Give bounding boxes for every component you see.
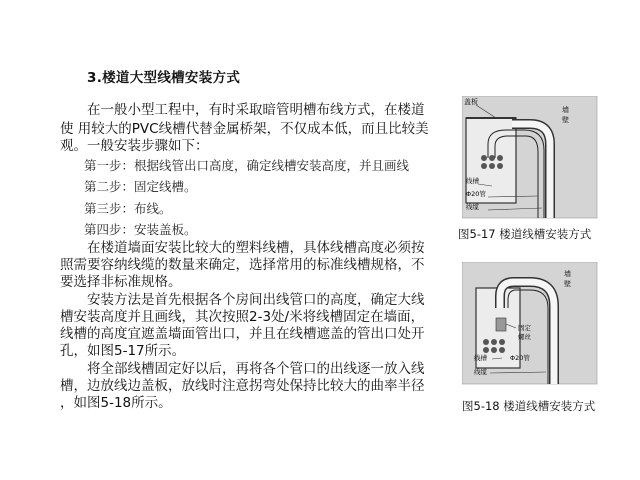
fixing-screw-plate	[496, 318, 506, 331]
label-wall-1: 墙	[564, 270, 571, 278]
figure-5-18-caption: 图5-18 楼道线槽安装方式	[462, 399, 596, 413]
paragraph-3-line-2: 槽安装高度并且画线，其次按照2-3处/米将线槽固定在墙面，	[60, 309, 425, 325]
step-4: 第四步：安装盖板。	[84, 222, 197, 237]
label-wall-2: 壁	[564, 280, 571, 288]
paragraph-1-line-2: 使 用较大的PVC线槽代替金属桥架，不仅成本低，而且比较美	[60, 121, 429, 137]
label-pipe: Φ20管	[466, 190, 486, 198]
label-trough: 线槽	[466, 177, 479, 185]
label-cable: 线缆	[474, 368, 487, 376]
paragraph-2-line-1: 在楼道墙面安装比较大的塑料线槽，具体线槽高度必须按	[60, 240, 425, 256]
figure-5-17-diagram	[462, 96, 622, 226]
label-wall-1: 墙	[562, 106, 569, 114]
paragraph-1-line-3: 观。一般安装步骤如下：	[60, 138, 209, 154]
paragraph-2-line-3: 要选择非标准规格。	[60, 274, 182, 290]
label-cable: 线缆	[466, 203, 479, 211]
paragraph-2-line-2: 照需要容纳线缆的数量来确定，选择常用的标准线槽规格，不	[60, 257, 425, 273]
paragraph-3-line-1: 安装方法是首先根据各个房间出线管口的高度，确定大线	[60, 292, 425, 308]
label-fix-1: 固定	[518, 324, 531, 332]
figure-5-17-caption: 图5-17 楼道线槽安装方式	[458, 227, 592, 241]
figure-5-18-diagram	[462, 262, 622, 392]
label-cover: 盖板	[464, 98, 478, 106]
step-2: 第二步：固定线槽。	[84, 179, 197, 194]
paragraph-3-line-4: 孔，如图5-17所示。	[60, 343, 186, 359]
step-1: 第一步：根据线管出口高度，确定线槽安装高度，并且画线	[84, 158, 410, 173]
paragraph-4-line-3: ，如图5-18所示。	[60, 395, 172, 411]
paragraph-4-line-2: 槽，边放线边盖板，放线时注意拐弯处保持比较大的曲率半径	[60, 378, 425, 394]
paragraph-3-line-3: 线槽的高度宜遮盖墙面管出口，并且在线槽遮盖的管出口处开	[60, 326, 425, 342]
label-wall-2: 壁	[562, 116, 569, 124]
section-title: 3.楼道大型线槽安装方式	[87, 70, 241, 86]
paragraph-4-line-1: 将全部线槽固定好以后，再将各个管口的出线逐一放入线	[60, 361, 425, 377]
label-trough: 线槽	[474, 354, 487, 362]
label-pipe: Φ20管	[510, 354, 530, 362]
step-3: 第三步：布线。	[84, 201, 172, 216]
label-fix-2: 螺丝	[518, 333, 531, 341]
paragraph-1-line-1: 在一般小型工程中，有时采取暗管明槽布线方式，在楼道	[60, 102, 425, 118]
